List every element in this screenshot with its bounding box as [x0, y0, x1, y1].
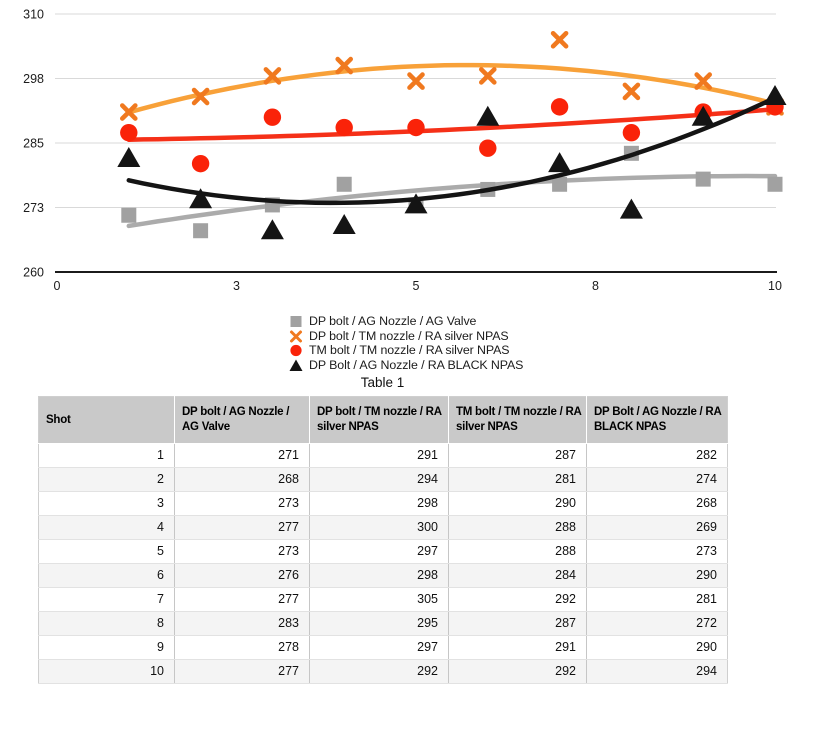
data-point-square-marker [337, 177, 352, 192]
legend-item [288, 358, 816, 373]
x-axis-label: 10 [768, 279, 782, 293]
table-cell-shot: 5 [39, 540, 175, 564]
table-header-cell: DP Bolt / AG Nozzle / RA BLACK NPAS [587, 397, 728, 444]
table-cell-shot: 9 [39, 636, 175, 660]
y-axis-label: 310 [23, 7, 44, 22]
table-row [39, 612, 728, 636]
table-cell-shot: 7 [39, 588, 175, 612]
table-body [39, 444, 728, 684]
table-header-cell: Shot [39, 397, 175, 444]
y-axis-label: 298 [23, 72, 44, 86]
table-cell: 277 [175, 516, 310, 540]
table-cell: 269 [587, 516, 728, 540]
table-header-cell: TM bolt / TM nozzle / RA silver NPAS [449, 397, 587, 444]
data-point-circle-marker [479, 139, 496, 156]
legend-circle-marker [288, 342, 304, 358]
legend-square-marker [288, 313, 304, 329]
data-point-triangle-marker [476, 106, 499, 126]
table-cell: 294 [587, 660, 728, 684]
trend-line-circle [129, 109, 775, 139]
data-point-x-marker [625, 85, 638, 98]
chart-legend [288, 314, 816, 372]
table-row [39, 492, 728, 516]
table-cell: 272 [587, 612, 728, 636]
data-point-triangle-marker [548, 152, 571, 172]
data-point-triangle-marker [261, 219, 284, 239]
table-row [39, 444, 728, 468]
table-cell: 292 [310, 660, 449, 684]
table-cell: 273 [175, 540, 310, 564]
table-cell: 297 [310, 540, 449, 564]
table-cell: 284 [449, 564, 587, 588]
data-point-square-marker [121, 208, 136, 223]
data-table [38, 396, 728, 684]
trend-line-square [129, 176, 775, 226]
table-cell: 295 [310, 612, 449, 636]
table-cell: 294 [310, 468, 449, 492]
table-cell: 305 [310, 588, 449, 612]
data-point-circle-marker [192, 155, 209, 172]
data-point-square-marker [552, 177, 567, 192]
table-cell: 273 [175, 492, 310, 516]
table-cell-shot: 2 [39, 468, 175, 492]
table-cell: 288 [449, 540, 587, 564]
table-cell: 290 [587, 636, 728, 660]
y-axis-label: 273 [23, 201, 44, 215]
chart-area [0, 0, 816, 300]
table-title: Table 1 [360, 375, 405, 391]
legend-label: DP bolt / AG Nozzle / AG Valve [309, 314, 477, 329]
data-point-square-marker [696, 172, 711, 187]
legend-item [288, 329, 816, 344]
x-axis-label: 5 [412, 279, 420, 293]
table-cell: 282 [587, 444, 728, 468]
data-point-x-marker [553, 33, 566, 46]
data-point-x-marker [481, 69, 494, 82]
table-cell: 268 [587, 492, 728, 516]
data-point-circle-marker [120, 124, 137, 141]
legend-item [288, 343, 816, 358]
data-point-circle-marker [264, 109, 281, 126]
data-point-circle-marker [623, 124, 640, 141]
table-cell: 291 [310, 444, 449, 468]
table-row [39, 588, 728, 612]
table-cell: 290 [449, 492, 587, 516]
table-cell: 277 [175, 660, 310, 684]
table-cell: 283 [175, 612, 310, 636]
table-cell: 281 [449, 468, 587, 492]
table-cell: 292 [449, 588, 587, 612]
data-point-triangle-marker [764, 85, 787, 105]
data-point-circle-marker [551, 98, 568, 115]
data-point-triangle-marker [333, 214, 356, 234]
legend-label: TM bolt / TM nozzle / RA silver NPAS [309, 343, 510, 358]
table-header-cell: DP bolt / AG Nozzle / AG Valve [175, 397, 310, 444]
x-axis-label: 8 [592, 279, 599, 293]
table-cell-shot: 10 [39, 660, 175, 684]
table-cell: 268 [175, 468, 310, 492]
table-cell: 276 [175, 564, 310, 588]
legend-x-marker [288, 328, 304, 344]
table-cell: 288 [449, 516, 587, 540]
table-row [39, 468, 728, 492]
table-cell: 271 [175, 444, 310, 468]
table-cell: 300 [310, 516, 449, 540]
table-cell: 298 [310, 492, 449, 516]
table-cell-shot: 1 [39, 444, 175, 468]
table-row [39, 660, 728, 684]
table-cell-shot: 3 [39, 492, 175, 516]
trend-line-x [129, 65, 775, 112]
table-cell: 273 [587, 540, 728, 564]
table-cell: 277 [175, 588, 310, 612]
table-cell: 274 [587, 468, 728, 492]
x-axis-label: 3 [233, 279, 240, 293]
legend-triangle-marker [288, 357, 304, 373]
table-cell: 298 [310, 564, 449, 588]
y-axis-label: 285 [23, 136, 44, 151]
table-header-row [39, 397, 728, 444]
data-point-triangle-marker [620, 199, 643, 219]
table-cell: 290 [587, 564, 728, 588]
legend-item [288, 314, 816, 329]
table-cell: 297 [310, 636, 449, 660]
table-cell: 281 [587, 588, 728, 612]
data-point-square-marker [768, 177, 783, 192]
y-axis-label: 260 [23, 265, 44, 280]
table-row [39, 564, 728, 588]
table-cell-shot: 4 [39, 516, 175, 540]
x-axis-label: 0 [53, 279, 61, 293]
data-point-x-marker [410, 75, 423, 88]
table-row [39, 516, 728, 540]
table-cell-shot: 8 [39, 612, 175, 636]
table-header-cell: DP bolt / TM nozzle / RA silver NPAS [310, 397, 449, 444]
data-point-circle-marker [336, 119, 353, 136]
table-cell: 287 [449, 444, 587, 468]
data-point-circle-marker [407, 119, 424, 136]
data-point-square-marker [193, 223, 208, 238]
table-cell-shot: 6 [39, 564, 175, 588]
legend-label: DP Bolt / AG Nozzle / RA BLACK NPAS [309, 358, 524, 373]
table-cell: 291 [449, 636, 587, 660]
scatter-chart [0, 0, 816, 300]
table-row [39, 540, 728, 564]
table-cell: 292 [449, 660, 587, 684]
table-cell: 278 [175, 636, 310, 660]
table-cell: 287 [449, 612, 587, 636]
data-point-triangle-marker [117, 147, 140, 167]
legend-label: DP bolt / TM nozzle / RA silver NPAS [309, 328, 509, 343]
table-row [39, 636, 728, 660]
